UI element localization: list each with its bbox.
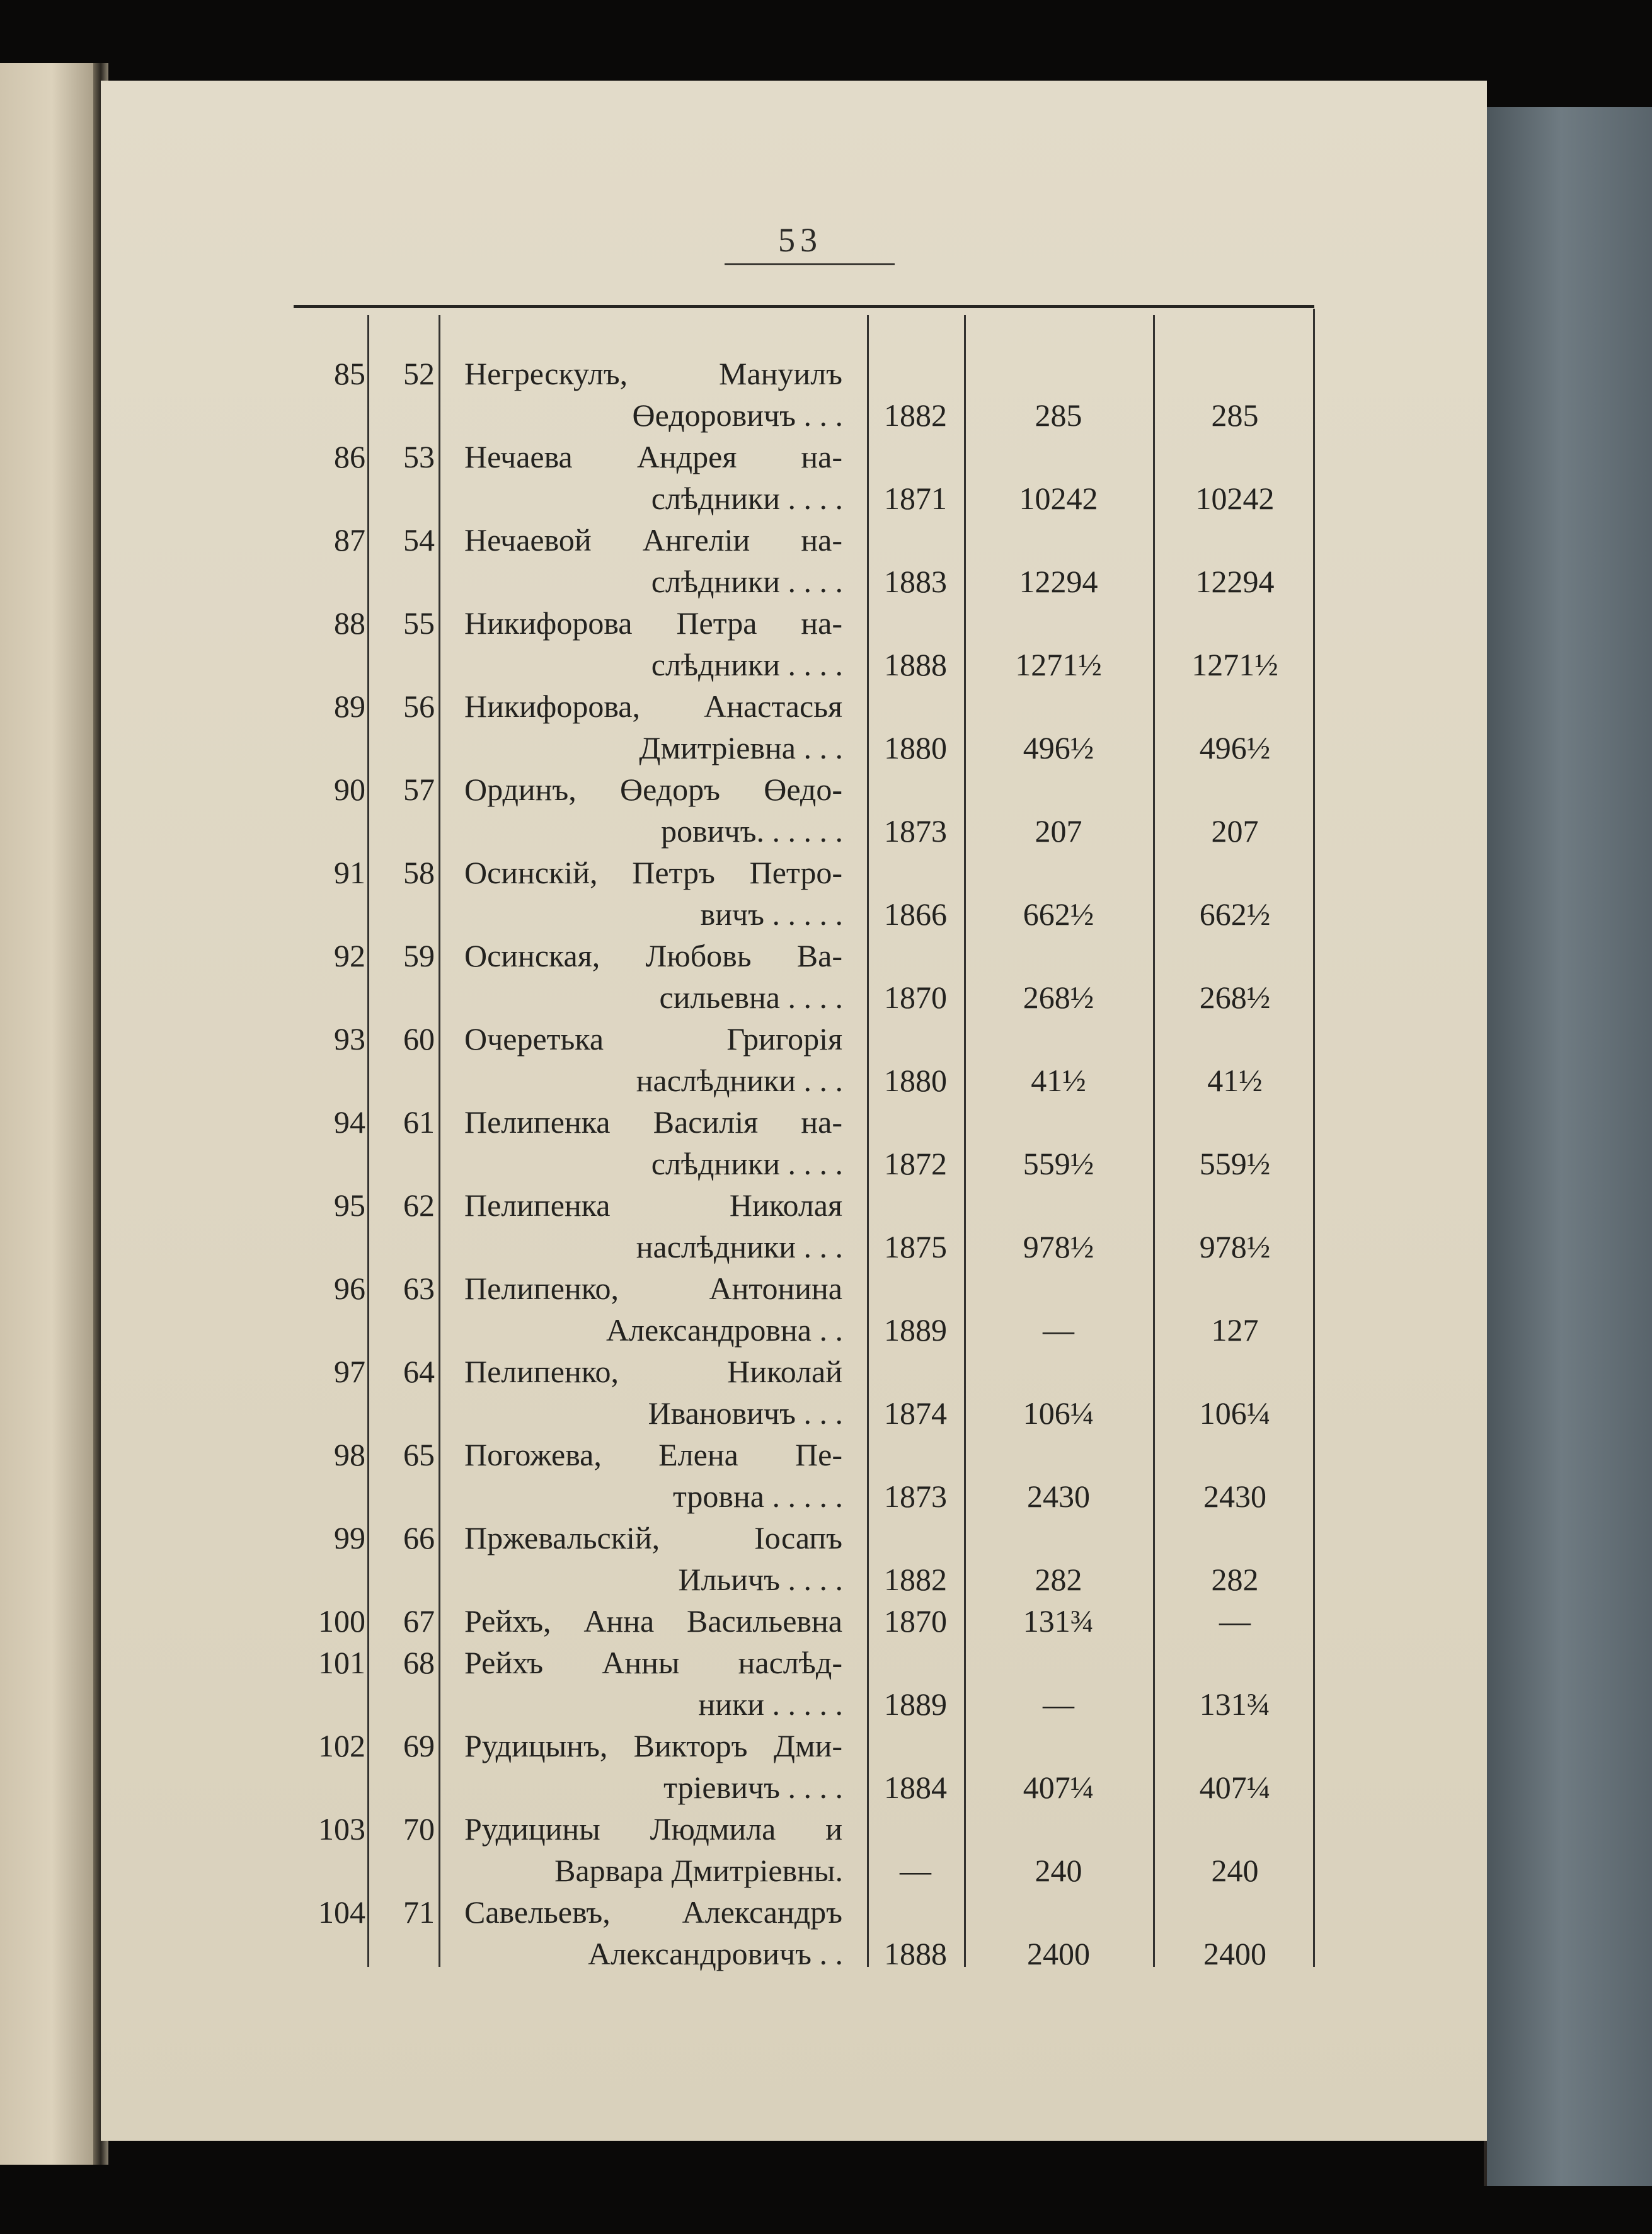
entry-name-line-2: Дмитріевна . . . (639, 730, 843, 765)
entry-year: 1882 (884, 398, 947, 433)
entry-name-line-1: Пелипенко, Николай (464, 1354, 842, 1389)
sub-number: 71 (403, 1894, 435, 1930)
row-number: 92 (334, 938, 365, 973)
column-rule-6 (1313, 309, 1315, 1967)
entry-value-1: 1271½ (1015, 647, 1102, 682)
entry-name-line-1: Очеретька Григорія (464, 1021, 842, 1057)
entry-name-line-2: Александровичъ . . (588, 1936, 843, 1971)
table-top-rule (294, 305, 1314, 308)
row-number: 85 (334, 356, 365, 391)
entry-value-2: 2430 (1203, 1479, 1266, 1514)
entry-value-1: 106¼ (1023, 1395, 1094, 1431)
row-number: 93 (334, 1021, 365, 1057)
entry-value-1: 2400 (1027, 1936, 1090, 1971)
entry-value-2: 268½ (1199, 980, 1271, 1015)
entry-year: 1880 (884, 1063, 947, 1098)
entry-value-1: — (1043, 1312, 1074, 1348)
entry-year: 1870 (884, 980, 947, 1015)
entry-year: 1889 (884, 1312, 947, 1348)
entry-value-2: — (1219, 1603, 1251, 1639)
entry-value-2: 282 (1211, 1562, 1259, 1597)
row-number: 95 (334, 1188, 365, 1223)
entry-name-line-1: Осинскій, Петръ Петро- (464, 855, 842, 890)
entry-name-line-1: Савельевъ, Александръ (464, 1894, 842, 1930)
sub-number: 57 (403, 772, 435, 807)
entry-value-1: 41½ (1031, 1063, 1086, 1098)
row-number: 97 (334, 1354, 365, 1389)
entry-value-2: 41½ (1207, 1063, 1263, 1098)
entry-name-line-2: ровичъ. . . . . . (661, 813, 843, 849)
entry-value-1: 240 (1035, 1853, 1082, 1888)
entry-value-2: 285 (1211, 398, 1259, 433)
entry-value-2: 978½ (1199, 1229, 1271, 1264)
entry-name-line-1: Погожева, Елена Пе- (464, 1437, 842, 1472)
entry-name-line-1: Негрескулъ, Мануилъ (464, 356, 842, 391)
entry-value-1: — (1043, 1687, 1074, 1722)
entry-year: 1874 (884, 1395, 947, 1431)
entry-name-line-2: тровна . . . . . (672, 1479, 843, 1514)
entry-name-line-1: Нечаева Андрея на- (464, 439, 842, 474)
entry-value-2: 240 (1211, 1853, 1259, 1888)
entry-value-1: 496½ (1023, 730, 1094, 765)
entry-value-2: 12294 (1195, 564, 1275, 599)
column-rule-3 (867, 315, 869, 1967)
entry-name-line-2: слѣдники . . . . (651, 481, 843, 516)
entry-value-1: 207 (1035, 813, 1082, 849)
sub-number: 54 (403, 522, 435, 558)
sub-number: 67 (403, 1603, 435, 1639)
entry-value-2: 106¼ (1199, 1395, 1271, 1431)
entry-year: 1870 (884, 1603, 947, 1639)
entry-year: 1866 (884, 896, 947, 932)
column-rule-4 (964, 315, 966, 1967)
entry-value-2: 1271½ (1191, 647, 1278, 682)
sub-number: 68 (403, 1645, 435, 1680)
entry-name-line-1: Нечаевой Ангеліи на- (464, 522, 842, 558)
entry-name-line-1: Рудицины Людмила и (464, 1811, 842, 1847)
entry-name-line-1: Никифорова Петра на- (464, 605, 842, 641)
column-rule-5 (1153, 315, 1155, 1967)
entry-name-line-2: вичъ . . . . . (700, 896, 843, 932)
entry-name-line-2: Александровна . . (605, 1312, 843, 1348)
row-number: 90 (334, 772, 365, 807)
entry-value-1: 12294 (1019, 564, 1098, 599)
sub-number: 60 (403, 1021, 435, 1057)
entry-value-1: 131¾ (1023, 1603, 1094, 1639)
entry-name-line-2: ники . . . . . (698, 1687, 843, 1722)
sub-number: 64 (403, 1354, 435, 1389)
sub-number: 69 (403, 1728, 435, 1763)
entry-value-2: 207 (1211, 813, 1259, 849)
entry-value-2: 407¼ (1199, 1770, 1271, 1805)
row-number: 94 (334, 1104, 365, 1140)
entry-name-line-2: наслѣдники . . . (636, 1229, 843, 1264)
entry-value-1: 10242 (1019, 481, 1098, 516)
entry-name-line-1: Пелипенка Николая (464, 1188, 842, 1223)
entry-value-2: 496½ (1199, 730, 1271, 765)
sub-number: 62 (403, 1188, 435, 1223)
row-number: 101 (318, 1645, 365, 1680)
sub-number: 63 (403, 1271, 435, 1306)
row-number: 103 (318, 1811, 365, 1847)
entry-value-2: 2400 (1203, 1936, 1266, 1971)
entry-value-1: 559½ (1023, 1146, 1094, 1181)
row-number: 99 (334, 1520, 365, 1555)
entry-value-1: 407¼ (1023, 1770, 1094, 1805)
sub-number: 70 (403, 1811, 435, 1847)
entry-year: 1882 (884, 1562, 947, 1597)
entry-year: 1883 (884, 564, 947, 599)
entry-value-1: 282 (1035, 1562, 1082, 1597)
entry-name-line-1: Пржевальскій, Іосапъ (464, 1520, 842, 1555)
entry-name-line-2: наслѣдники . . . (636, 1063, 843, 1098)
row-number: 102 (318, 1728, 365, 1763)
entry-name-line-2: тріевичъ . . . . (663, 1770, 843, 1805)
entry-name-line-1: Пелипенка Василія на- (464, 1104, 842, 1140)
entry-name-line-2: Ильичъ . . . . (678, 1562, 843, 1597)
page-number: 53 (778, 221, 822, 259)
row-number: 100 (318, 1603, 365, 1639)
column-rule-1 (367, 315, 369, 1967)
entry-year: 1872 (884, 1146, 947, 1181)
entry-year: 1873 (884, 813, 947, 849)
row-number: 86 (334, 439, 365, 474)
entry-value-2: 662½ (1199, 896, 1271, 932)
entry-value-2: 559½ (1199, 1146, 1271, 1181)
column-rule-2 (439, 315, 440, 1967)
entry-year: 1889 (884, 1687, 947, 1722)
entry-name-line-2: слѣдники . . . . (651, 647, 843, 682)
entry-value-2: 131¾ (1199, 1687, 1271, 1722)
sub-number: 55 (403, 605, 435, 641)
row-number: 98 (334, 1437, 365, 1472)
entry-name-line-1: Рейхъ Анны наслѣд- (464, 1645, 842, 1680)
book-cover (1487, 107, 1652, 2186)
entry-year: 1884 (884, 1770, 947, 1805)
entry-value-1: 285 (1035, 398, 1082, 433)
sub-number: 52 (403, 356, 435, 391)
sub-number: 65 (403, 1437, 435, 1472)
row-number: 104 (318, 1894, 365, 1930)
entry-year: 1880 (884, 730, 947, 765)
entry-name-line-2: сильевна . . . . (659, 980, 843, 1015)
left-page (0, 63, 95, 2165)
entry-value-1: 268½ (1023, 980, 1094, 1015)
sub-number: 53 (403, 439, 435, 474)
row-number: 88 (334, 605, 365, 641)
entry-value-1: 662½ (1023, 896, 1094, 932)
row-number: 96 (334, 1271, 365, 1306)
entry-name-line-1: Никифорова, Анастасья (464, 689, 842, 724)
sub-number: 59 (403, 938, 435, 973)
entry-year: 1873 (884, 1479, 947, 1514)
entry-name-line-2: слѣдники . . . . (651, 564, 843, 599)
entry-name-line-1: Рейхъ, Анна Васильевна (464, 1603, 842, 1639)
entry-year: 1871 (884, 481, 947, 516)
page-number-rule (725, 263, 895, 265)
entry-value-2: 10242 (1195, 481, 1275, 516)
entry-value-2: 127 (1211, 1312, 1259, 1348)
entry-name-line-2: Өедоровичъ . . . (632, 398, 843, 433)
entry-name-line-1: Осинская, Любовь Ва- (464, 938, 842, 973)
entry-year: 1875 (884, 1229, 947, 1264)
entry-name-line-1: Ординъ, Өедоръ Өедо- (464, 772, 842, 807)
sub-number: 66 (403, 1520, 435, 1555)
row-number: 91 (334, 855, 365, 890)
sub-number: 56 (403, 689, 435, 724)
entry-name-line-1: Пелипенко, Антонина (464, 1271, 842, 1306)
entry-name-line-2: слѣдники . . . . (651, 1146, 843, 1181)
entry-value-1: 978½ (1023, 1229, 1094, 1264)
entry-year: — (900, 1853, 931, 1888)
sub-number: 61 (403, 1104, 435, 1140)
entry-name-line-2: Ивановичъ . . . (648, 1395, 843, 1431)
entry-year: 1888 (884, 1936, 947, 1971)
entry-year: 1888 (884, 647, 947, 682)
row-number: 87 (334, 522, 365, 558)
entry-name-line-2: Варвара Дмитріевны. (554, 1853, 843, 1888)
sub-number: 58 (403, 855, 435, 890)
entry-value-1: 2430 (1027, 1479, 1090, 1514)
entry-name-line-1: Рудицынъ, Викторъ Дми- (464, 1728, 842, 1763)
row-number: 89 (334, 689, 365, 724)
